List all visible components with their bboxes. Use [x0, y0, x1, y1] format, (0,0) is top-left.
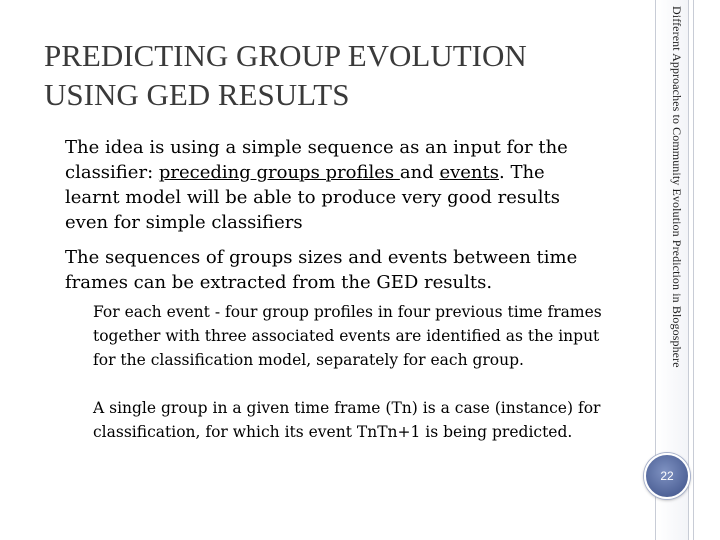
bullet-text: The sequences of groups sizes and events between time frames can be extracted from the GED results.	[65, 247, 578, 293]
sidebar-divider	[693, 0, 694, 540]
sidebar-divider	[688, 0, 689, 540]
slide-title-line: USING GED RESULTS	[44, 77, 350, 112]
slide-title	[44, 36, 644, 114]
page-number-badge	[644, 453, 690, 499]
bullet-item	[44, 135, 604, 235]
sub-bullet-item	[75, 396, 625, 444]
sub-bullet-text: A single group in a given time frame (Tn) is a case (instance) for classification, for which its event TnTn+1 is being predicted.	[93, 399, 601, 441]
bullet-text-part: . The learnt model will be able to produce very good results even for simple classifiers	[65, 162, 560, 233]
bullet-text-part: The idea is using a simple sequence as an input for the classifier:	[65, 137, 568, 183]
bullet-text-part: and	[399, 162, 440, 183]
sub-bullet-text: For each event - four group profiles in four previous time frames together with three associated events are identified as the input for the classification model, separately for each group.	[93, 303, 602, 369]
bullet-text	[65, 135, 604, 235]
underlined-phrase: preceding groups profiles	[158, 162, 400, 183]
bullet-item	[44, 245, 604, 295]
page-number: 22	[660, 469, 674, 483]
underlined-phrase: events	[439, 162, 499, 183]
sidebar-title: Different Approaches to Community Evolution Prediction in Blogosphere	[670, 6, 684, 368]
slide-title-line: PREDICTING GROUP EVOLUTION	[44, 38, 527, 73]
sub-bullet-item	[75, 300, 625, 372]
